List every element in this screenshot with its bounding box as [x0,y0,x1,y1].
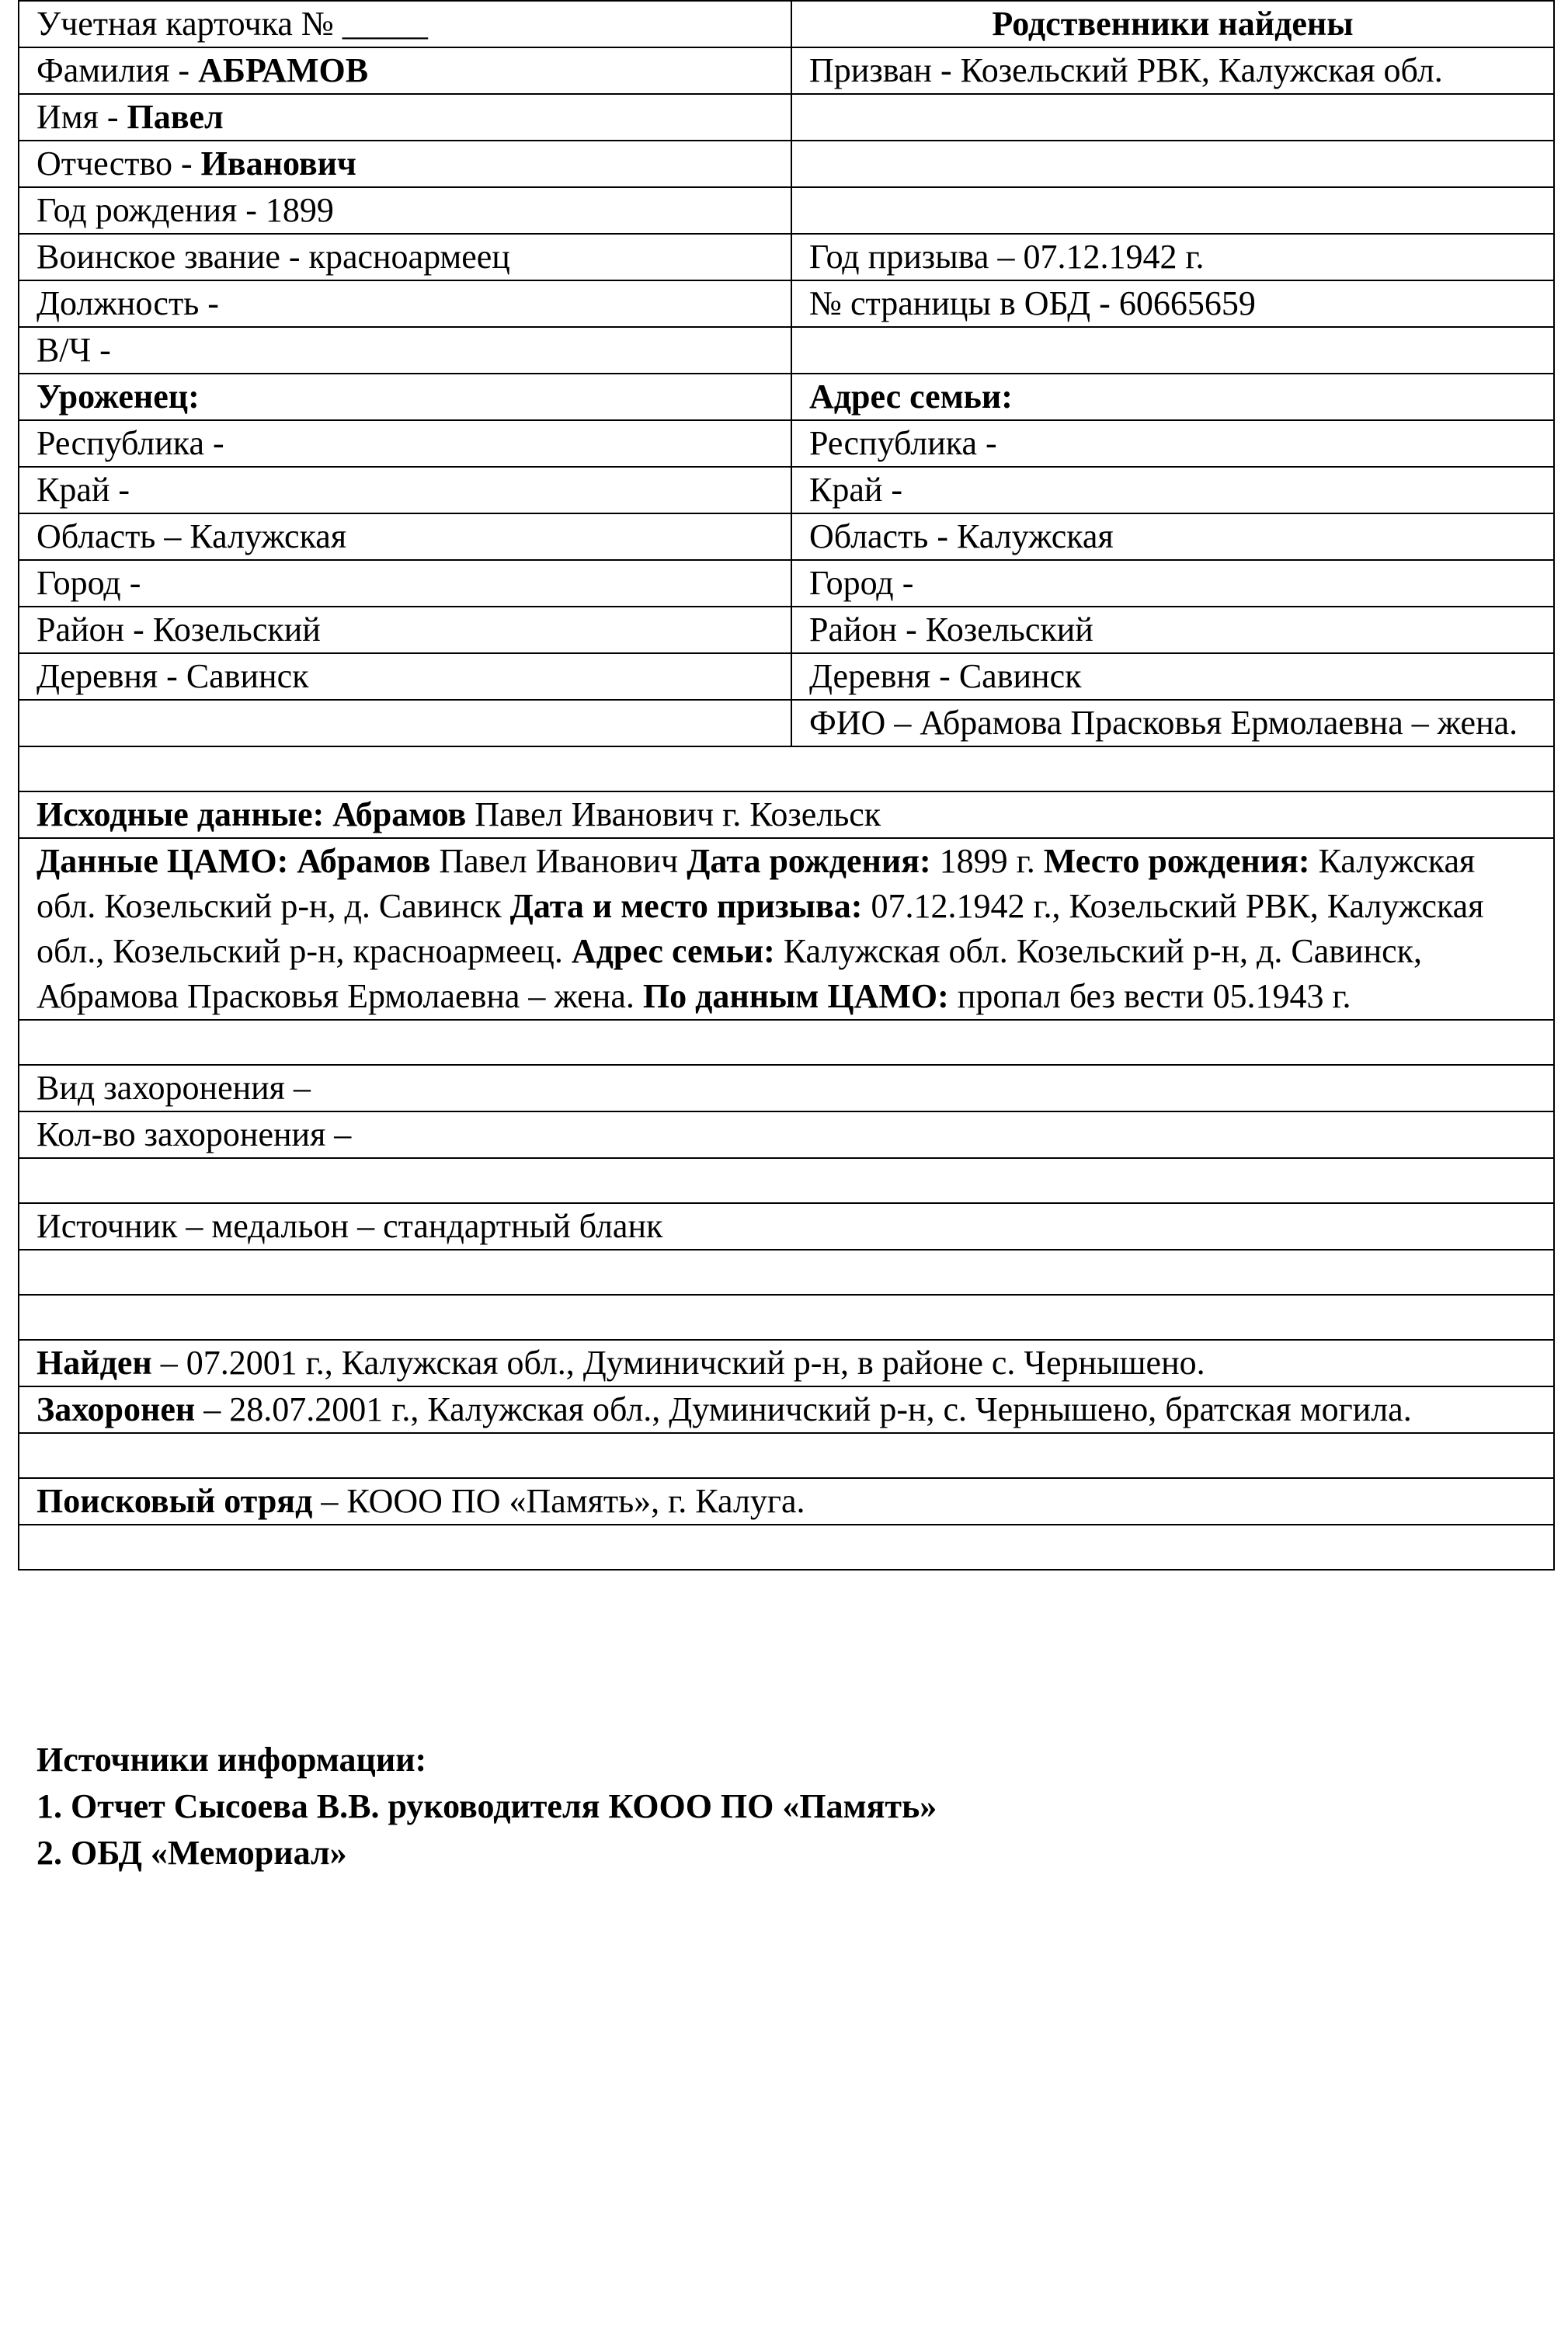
rank-row [19,234,1554,280]
tsamo-data: Данные ЦАМО: Абрамов Павел Иванович Дата рождения: 1899 г. Место рождения: Калужская обл. Козельский р-н, д. Савинск Дата и место призыва: 07.12.1942 г., Козельский РВК, Калужская обл., Козельский р-н, красноармеец. Адрес семьи: Калужская обл. Козельский р-н, д. Савинск, Абрамова Прасковья Ермолаевна – жена. По данным ЦАМО: пропал без вести 05.1943 г. [19,838,1554,1020]
burial-count: Кол-во захоронения – [19,1111,1554,1158]
obd-page: № страницы в ОБД - 60665659 [791,280,1554,327]
surname-value: АБРАМОВ [198,51,369,89]
surname-cell: Фамилия - АБРАМОВ [19,47,791,94]
record-card-table [18,0,1555,1571]
patronymic-row [19,141,1554,187]
native-header: Уроженец: [19,374,791,420]
military-rank: Воинское звание - красноармеец [19,234,791,280]
empty-cell [791,94,1554,141]
burial-count-row [19,1111,1554,1158]
surname-row [19,47,1554,94]
empty-cell [791,187,1554,234]
position: Должность - [19,280,791,327]
republic-row [19,420,1554,467]
drafted-by: Призван - Козельский РВК, Калужская обл. [791,47,1554,94]
district-row [19,607,1554,653]
blank-row [19,1250,1554,1295]
info-source: Источник – медальон – стандартный бланк [19,1203,1554,1250]
blank-row [19,746,1554,791]
burial-type-row [19,1065,1554,1111]
birth-row [19,187,1554,234]
source-item: 1. Отчет Сысоева В.В. руководителя КООО ПО «Память» [37,1787,937,1825]
position-row [19,280,1554,327]
found-row [19,1340,1554,1386]
family-krai: Край - [791,467,1554,513]
empty-cell [19,700,791,746]
krai-row [19,467,1554,513]
card-number-label: Учетная карточка № _____ [19,1,791,47]
family-village: Деревня - Савинск [791,653,1554,700]
family-fio: ФИО – Абрамова Прасковья Ермолаевна – жена. [791,700,1554,746]
empty-cell [791,141,1554,187]
buried-info: Захоронен – 28.07.2001 г., Калужская обл., Думиничский р-н, с. Чернышено, братская могила. [19,1386,1554,1433]
header-row [19,1,1554,47]
oblast-row [19,513,1554,560]
fio-row [19,700,1554,746]
native-village: Деревня - Савинск [19,653,791,700]
blank-row [19,1295,1554,1340]
family-district: Район - Козельский [791,607,1554,653]
blank-row [19,1158,1554,1203]
blank-row [19,1525,1554,1570]
family-city: Город - [791,560,1554,607]
blank-row [19,1433,1554,1478]
sources-block [37,1737,937,1877]
native-republic: Республика - [19,420,791,467]
unit-row [19,327,1554,374]
family-oblast: Область - Калужская [791,513,1554,560]
city-row [19,560,1554,607]
buried-row [19,1386,1554,1433]
empty-cell [791,327,1554,374]
native-district: Район - Козельский [19,607,791,653]
name-value: Павел [127,98,224,136]
family-republic: Республика - [791,420,1554,467]
initial-data: Исходные данные: Абрамов Павел Иванович г. Козельск [19,791,1554,838]
source-item: 2. ОБД «Мемориал» [37,1834,347,1872]
birth-year: Год рождения - 1899 [19,187,791,234]
sources-title: Источники информации: [37,1741,427,1779]
draft-year: Год призыва – 07.12.1942 г. [791,234,1554,280]
family-address-header: Адрес семьи: [791,374,1554,420]
native-oblast: Область – Калужская [19,513,791,560]
initial-data-row [19,791,1554,838]
found-info: Найден – 07.2001 г., Калужская обл., Думиничский р-н, в районе с. Чернышено. [19,1340,1554,1386]
native-city: Город - [19,560,791,607]
native-krai: Край - [19,467,791,513]
blank-row [19,1020,1554,1065]
military-unit: В/Ч - [19,327,791,374]
village-row [19,653,1554,700]
relatives-found: Родственники найдены [791,1,1554,47]
section-header-row [19,374,1554,420]
search-squad: Поисковый отряд – КООО ПО «Память», г. Калуга. [19,1478,1554,1525]
patronymic-cell: Отчество - Иванович [19,141,791,187]
tsamo-row [19,838,1554,1020]
patronymic-value: Иванович [200,144,356,183]
squad-row [19,1478,1554,1525]
burial-type: Вид захоронения – [19,1065,1554,1111]
source-row [19,1203,1554,1250]
name-row [19,94,1554,141]
name-cell: Имя - Павел [19,94,791,141]
